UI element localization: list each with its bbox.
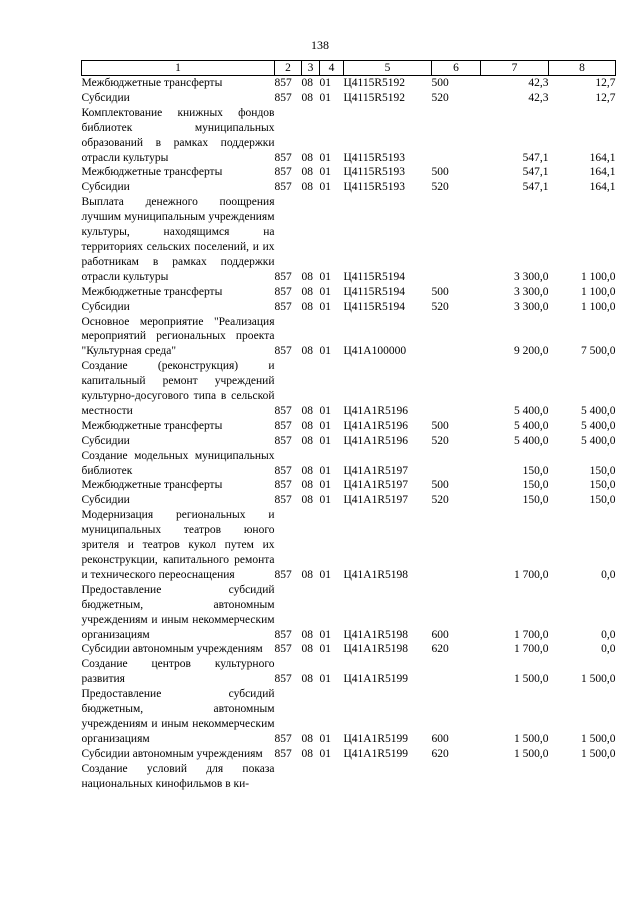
subsection-code: 01 bbox=[319, 181, 331, 194]
amount-fact: 1 500,0 bbox=[581, 732, 616, 745]
amount-plan: 150,0 bbox=[522, 494, 549, 507]
row-label: Основное мероприятие "Реализация мероприятий региональных проекта "Культурная среда" bbox=[81, 315, 275, 358]
amount-plan: 5 400,0 bbox=[514, 434, 549, 447]
header-cell: 8 bbox=[549, 61, 616, 76]
chapter-code: 857 bbox=[274, 166, 292, 179]
chapter-code: 857 bbox=[274, 300, 292, 313]
chapter-code: 857 bbox=[274, 91, 292, 104]
target-article-code: Ц4115R5193 bbox=[343, 166, 406, 179]
page-number: 138 bbox=[311, 38, 329, 52]
amount-fact: 0,0 bbox=[601, 628, 616, 641]
target-article-code: Ц4115R5194 bbox=[343, 285, 406, 298]
expense-type-code: 500 bbox=[431, 77, 449, 89]
target-article-code: Ц41А1R5198 bbox=[343, 568, 409, 581]
table-row bbox=[82, 285, 616, 300]
amount-fact: 12,7 bbox=[595, 77, 616, 89]
subsection-code: 01 bbox=[319, 568, 331, 581]
expense-type-code: 620 bbox=[431, 643, 449, 656]
table-row bbox=[82, 657, 616, 687]
amount-fact: 1 100,0 bbox=[581, 300, 616, 313]
amount-fact: 150,0 bbox=[589, 479, 616, 492]
row-label: Межбюджетные трансферты bbox=[81, 285, 223, 298]
subsection-code: 01 bbox=[319, 166, 331, 179]
row-label: Межбюджетные трансферты bbox=[81, 479, 223, 492]
subsection-code: 01 bbox=[319, 419, 331, 432]
target-article-code: Ц41А1R5199 bbox=[343, 747, 409, 760]
section-code: 08 bbox=[301, 434, 313, 447]
section-code: 08 bbox=[301, 285, 313, 298]
amount-fact: 1 100,0 bbox=[581, 285, 616, 298]
chapter-code: 857 bbox=[274, 151, 292, 164]
subsection-code bbox=[320, 762, 344, 792]
table-row bbox=[82, 747, 616, 762]
row-label: Создание условий для показа национальных кинофильмов в ки- bbox=[81, 762, 275, 790]
chapter-code: 857 bbox=[274, 494, 292, 507]
chapter-code bbox=[275, 762, 302, 792]
amount-plan: 150,0 bbox=[522, 479, 549, 492]
header-cell: 2 bbox=[275, 61, 302, 76]
expense-type-code: 500 bbox=[431, 479, 449, 492]
table-row bbox=[82, 315, 616, 360]
section-code: 08 bbox=[301, 419, 313, 432]
chapter-code: 857 bbox=[274, 568, 292, 581]
table-row bbox=[82, 359, 616, 419]
chapter-code: 857 bbox=[274, 479, 292, 492]
section-code: 08 bbox=[301, 181, 313, 194]
section-code: 08 bbox=[301, 673, 313, 686]
section-code: 08 bbox=[301, 270, 313, 283]
expense-type-code bbox=[432, 762, 481, 792]
subsection-code: 01 bbox=[319, 91, 331, 104]
amount-plan: 3 300,0 bbox=[514, 300, 549, 313]
expense-type-code bbox=[432, 106, 481, 166]
row-label: Межбюджетные трансферты bbox=[81, 419, 223, 432]
section-code: 08 bbox=[301, 151, 313, 164]
expense-type-code bbox=[432, 359, 481, 419]
target-article-code: Ц4115R5193 bbox=[343, 181, 406, 194]
table-row bbox=[82, 762, 616, 792]
table-row bbox=[82, 106, 616, 166]
subsection-code: 01 bbox=[319, 747, 331, 760]
amount-fact: 5 400,0 bbox=[581, 434, 616, 447]
subsection-code: 01 bbox=[319, 300, 331, 313]
expense-type-code: 600 bbox=[431, 628, 449, 641]
subsection-code: 01 bbox=[319, 270, 331, 283]
table-row bbox=[82, 449, 616, 479]
row-label: Субсидии автономным учреждениям bbox=[81, 747, 263, 760]
section-code: 08 bbox=[301, 91, 313, 104]
row-label: Модернизация региональных и муниципальных театров юного зрителя и театров кукол путем их реконструкции, капитального ремонта и технического переоснащения bbox=[81, 509, 275, 581]
target-article-code: Ц4115R5194 bbox=[343, 270, 406, 283]
chapter-code: 857 bbox=[274, 419, 292, 432]
target-article-code: Ц4115R5192 bbox=[343, 77, 406, 89]
amount-fact bbox=[549, 762, 616, 792]
chapter-code: 857 bbox=[274, 747, 292, 760]
table-row bbox=[82, 508, 616, 583]
target-article-code: Ц41А1R5198 bbox=[343, 643, 409, 656]
section-code: 08 bbox=[301, 404, 313, 417]
budget-table bbox=[81, 60, 616, 792]
table-row bbox=[82, 642, 616, 657]
section-code bbox=[302, 762, 320, 792]
amount-plan: 547,1 bbox=[522, 151, 549, 164]
amount-fact: 164,1 bbox=[589, 181, 616, 194]
target-article-code: Ц41А1R5197 bbox=[343, 494, 409, 507]
amount-fact: 0,0 bbox=[601, 643, 616, 656]
expense-type-code bbox=[432, 195, 481, 284]
section-code: 08 bbox=[301, 747, 313, 760]
amount-plan: 42,3 bbox=[528, 77, 549, 89]
expense-type-code: 600 bbox=[431, 732, 449, 745]
amount-fact: 1 100,0 bbox=[581, 270, 616, 283]
header-row bbox=[82, 61, 616, 76]
amount-fact: 150,0 bbox=[589, 464, 616, 477]
chapter-code: 857 bbox=[274, 345, 292, 358]
amount-plan: 42,3 bbox=[528, 91, 549, 104]
chapter-code: 857 bbox=[274, 464, 292, 477]
amount-plan: 9 200,0 bbox=[514, 345, 549, 358]
subsection-code: 01 bbox=[319, 434, 331, 447]
subsection-code: 01 bbox=[319, 404, 331, 417]
table-row bbox=[82, 419, 616, 434]
amount-fact: 1 500,0 bbox=[581, 747, 616, 760]
row-label: Создание (реконструкция) и капитальный ремонт учреждений культурно-досугового типа в сельской местности bbox=[81, 360, 275, 417]
subsection-code: 01 bbox=[319, 643, 331, 656]
amount-fact: 12,7 bbox=[595, 91, 616, 104]
chapter-code: 857 bbox=[274, 673, 292, 686]
chapter-code: 857 bbox=[274, 643, 292, 656]
subsection-code: 01 bbox=[319, 464, 331, 477]
header-cell: 7 bbox=[481, 61, 549, 76]
table-row bbox=[82, 687, 616, 747]
amount-plan: 1 500,0 bbox=[514, 732, 549, 745]
target-article-code: Ц41А1R5197 bbox=[343, 479, 409, 492]
expense-type-code: 520 bbox=[431, 181, 449, 194]
row-label: Создание центров культурного развития bbox=[81, 658, 275, 686]
expense-type-code bbox=[432, 449, 481, 479]
chapter-code: 857 bbox=[274, 270, 292, 283]
section-code: 08 bbox=[301, 643, 313, 656]
table-body bbox=[82, 76, 616, 792]
section-code: 08 bbox=[301, 464, 313, 477]
expense-type-code: 500 bbox=[431, 285, 449, 298]
subsection-code: 01 bbox=[319, 494, 331, 507]
subsection-code: 01 bbox=[319, 479, 331, 492]
amount-plan: 1 700,0 bbox=[514, 643, 549, 656]
amount-plan: 1 700,0 bbox=[514, 568, 549, 581]
subsection-code: 01 bbox=[319, 77, 331, 89]
amount-plan: 547,1 bbox=[522, 166, 549, 179]
target-article-code: Ц4115R5193 bbox=[343, 151, 406, 164]
chapter-code: 857 bbox=[274, 732, 292, 745]
target-article-code: Ц4115R5194 bbox=[343, 300, 406, 313]
subsection-code: 01 bbox=[319, 673, 331, 686]
amount-fact: 5 400,0 bbox=[581, 419, 616, 432]
row-label: Субсидии bbox=[81, 181, 130, 194]
chapter-code: 857 bbox=[274, 434, 292, 447]
expense-type-code: 620 bbox=[431, 747, 449, 760]
section-code: 08 bbox=[301, 568, 313, 581]
row-label: Межбюджетные трансферты bbox=[81, 166, 223, 179]
section-code: 08 bbox=[301, 494, 313, 507]
amount-plan: 547,1 bbox=[522, 181, 549, 194]
amount-fact: 7 500,0 bbox=[581, 345, 616, 358]
row-label: Создание модельных муниципальных библиотек bbox=[81, 449, 275, 477]
amount-fact: 5 400,0 bbox=[581, 404, 616, 417]
table-row bbox=[82, 165, 616, 180]
target-article-code: Ц41А1R5197 bbox=[343, 464, 409, 477]
target-article-code: Ц41А1R5199 bbox=[343, 732, 409, 745]
row-label: Выплата денежного поощрения лучшим муниципальным учреждениям культуры, находящимся на территориях сельских поселений, и их работникам в рамках поддержки отрасли культуры bbox=[81, 196, 275, 283]
amount-plan: 1 500,0 bbox=[514, 747, 549, 760]
target-article-code: Ц41А100000 bbox=[343, 345, 407, 358]
row-label: Межбюджетные трансферты bbox=[81, 77, 223, 89]
subsection-code: 01 bbox=[319, 285, 331, 298]
section-code: 08 bbox=[301, 77, 313, 89]
table-row bbox=[82, 434, 616, 449]
row-label: Субсидии автономным учреждениям bbox=[81, 643, 263, 656]
expense-type-code bbox=[432, 508, 481, 583]
expense-type-code: 520 bbox=[431, 434, 449, 447]
table-row bbox=[82, 76, 616, 91]
table-row bbox=[82, 493, 616, 508]
amount-plan: 3 300,0 bbox=[514, 270, 549, 283]
table-row bbox=[82, 91, 616, 106]
section-code: 08 bbox=[301, 628, 313, 641]
row-label: Субсидии bbox=[81, 300, 130, 313]
amount-plan: 5 400,0 bbox=[514, 419, 549, 432]
table-row bbox=[82, 180, 616, 195]
target-article-code: Ц41А1R5198 bbox=[343, 628, 409, 641]
amount-plan: 5 400,0 bbox=[514, 404, 549, 417]
subsection-code: 01 bbox=[319, 345, 331, 358]
amount-plan: 1 700,0 bbox=[514, 628, 549, 641]
row-label: Субсидии bbox=[81, 434, 130, 447]
target-article-code: Ц41А1R5196 bbox=[343, 404, 409, 417]
row-label: Предоставление субсидий бюджетным, автономным учреждениям и иным некоммерческим организациям bbox=[81, 583, 275, 641]
subsection-code: 01 bbox=[319, 628, 331, 641]
expense-type-code: 500 bbox=[431, 166, 449, 179]
row-label: Субсидии bbox=[81, 494, 130, 507]
section-code: 08 bbox=[301, 300, 313, 313]
chapter-code: 857 bbox=[274, 404, 292, 417]
chapter-code: 857 bbox=[274, 181, 292, 194]
header-cell: 6 bbox=[432, 61, 481, 76]
target-article-code: Ц41А1R5199 bbox=[343, 673, 409, 686]
target-article-code: Ц4115R5192 bbox=[343, 91, 406, 104]
table-row bbox=[82, 300, 616, 315]
section-code: 08 bbox=[301, 345, 313, 358]
amount-plan: 150,0 bbox=[522, 464, 549, 477]
header-cell: 3 bbox=[302, 61, 320, 76]
expense-type-code: 520 bbox=[431, 300, 449, 313]
section-code: 08 bbox=[301, 479, 313, 492]
expense-type-code: 500 bbox=[431, 419, 449, 432]
target-article-code: Ц41А1R5196 bbox=[343, 419, 409, 432]
row-label: Предоставление субсидий бюджетным, автономным учреждениям и иным некоммерческим организациям bbox=[81, 688, 275, 745]
row-label: Комплектование книжных фондов библиотек муниципальных образований в рамках поддержки отрасли культуры bbox=[81, 106, 275, 164]
expense-type-code bbox=[432, 657, 481, 687]
section-code: 08 bbox=[301, 732, 313, 745]
table-row bbox=[82, 478, 616, 493]
amount-plan: 3 300,0 bbox=[514, 285, 549, 298]
target-article-code bbox=[344, 762, 432, 792]
header-cell: 4 bbox=[320, 61, 344, 76]
chapter-code: 857 bbox=[274, 77, 292, 89]
header-cell: 5 bbox=[344, 61, 432, 76]
row-label: Субсидии bbox=[81, 91, 130, 104]
chapter-code: 857 bbox=[274, 285, 292, 298]
amount-fact: 0,0 bbox=[601, 568, 616, 581]
table-row bbox=[82, 583, 616, 643]
amount-plan bbox=[481, 762, 549, 792]
expense-type-code: 520 bbox=[431, 91, 449, 104]
table-row bbox=[82, 195, 616, 284]
expense-type-code: 520 bbox=[431, 494, 449, 507]
target-article-code: Ц41А1R5196 bbox=[343, 434, 409, 447]
subsection-code: 01 bbox=[319, 732, 331, 745]
amount-fact: 164,1 bbox=[589, 166, 616, 179]
section-code: 08 bbox=[301, 166, 313, 179]
expense-type-code bbox=[432, 315, 481, 360]
amount-fact: 164,1 bbox=[589, 151, 616, 164]
chapter-code: 857 bbox=[274, 628, 292, 641]
header-cell: 1 bbox=[82, 61, 275, 76]
amount-plan: 1 500,0 bbox=[514, 673, 549, 686]
amount-fact: 150,0 bbox=[589, 494, 616, 507]
amount-fact: 1 500,0 bbox=[581, 673, 616, 686]
subsection-code: 01 bbox=[319, 151, 331, 164]
